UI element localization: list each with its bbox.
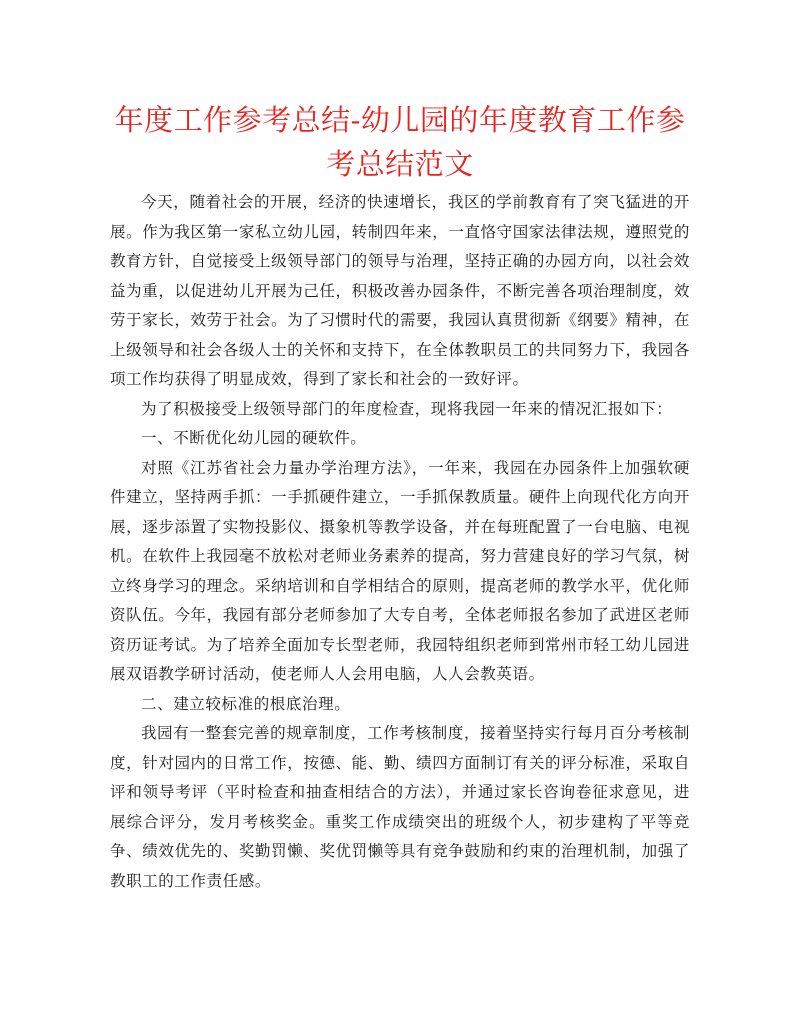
paragraph-section-2: 我园有一整套完善的规章制度，工作考核制度，接着坚持实行每月百分考核制度，针对园内的日常工作，按德、能、勤、绩四方面制订有关的评分标准，采取自评和领导考评（平时检查和抽查相结合的方法），并通过家长咨询卷征求意见，进展综合评分，发月考核奖金。重奖工作成绩突出的班级个人，初步建构了平等竞争、绩效优先的、奖勤罚懒、奖优罚懒等具有竞争鼓励和约束的治理机制，加强了教职工的工作责任感。 bbox=[110, 724, 690, 890]
section-heading-2: 二、建立较标准的根底治理。 bbox=[141, 694, 351, 713]
paragraph-report-lead: 为了积极接受上级领导部门的年度检查，现将我园一年来的情况汇报如下： bbox=[141, 399, 673, 418]
document-page bbox=[110, 98, 690, 896]
paragraph-intro: 今天，随着社会的开展，经济的快速增长，我区的学前教育有了突飞猛进的开展。作为我区第一家私立幼儿园，转制四年来，一直恪守国家法律法规，遵照党的教育方针，自觉接受上级领导部门的领导与治理，坚持正确的办园方向，以社会效益为重，以促进幼儿开展为己任，积极改善办园条件，不断完善各项治理制度，效劳于家长，效劳于社会。为了习惯时代的需要，我园认真贯彻新《纲要》精神，在上级领导和社会各级人士的关怀和支持下，在全体教职员工的共同努力下，我园各项工作均获得了明显成效，得到了家长和社会的一致好评。 bbox=[110, 193, 690, 388]
section-heading-1: 一、不断优化幼儿园的硬软件。 bbox=[141, 429, 367, 447]
paragraph-section-1: 对照《江苏省社会力量办学治理方法》，一年来，我园在办园条件上加强软硬件建立，坚持两手抓：一手抓硬件建立，一手抓保教质量。硬件上向现代化方向开展，逐步添置了实物投影仪、摄象机等教学设备，并在每班配置了一台电脑、电视机。在软件上我园毫不放松对老师业务素养的提高，努力营建良好的学习气氛，树立终身学习的理念。采纳培训和自学相结合的原则，提高老师的教学水平，优化师资队伍。今年，我园有部分老师参加了大专自考，全体老师报名参加了武进区老师资历证考试。为了培养全面加专长型老师，我园特组织老师到常州市轻工幼儿园进展双语教学研讨活动，使老师人人会用电脑，人人会教英语。 bbox=[110, 458, 690, 683]
document-title: 年度工作参考总结-幼儿园的年度教育工作参考总结范文 bbox=[114, 103, 686, 181]
